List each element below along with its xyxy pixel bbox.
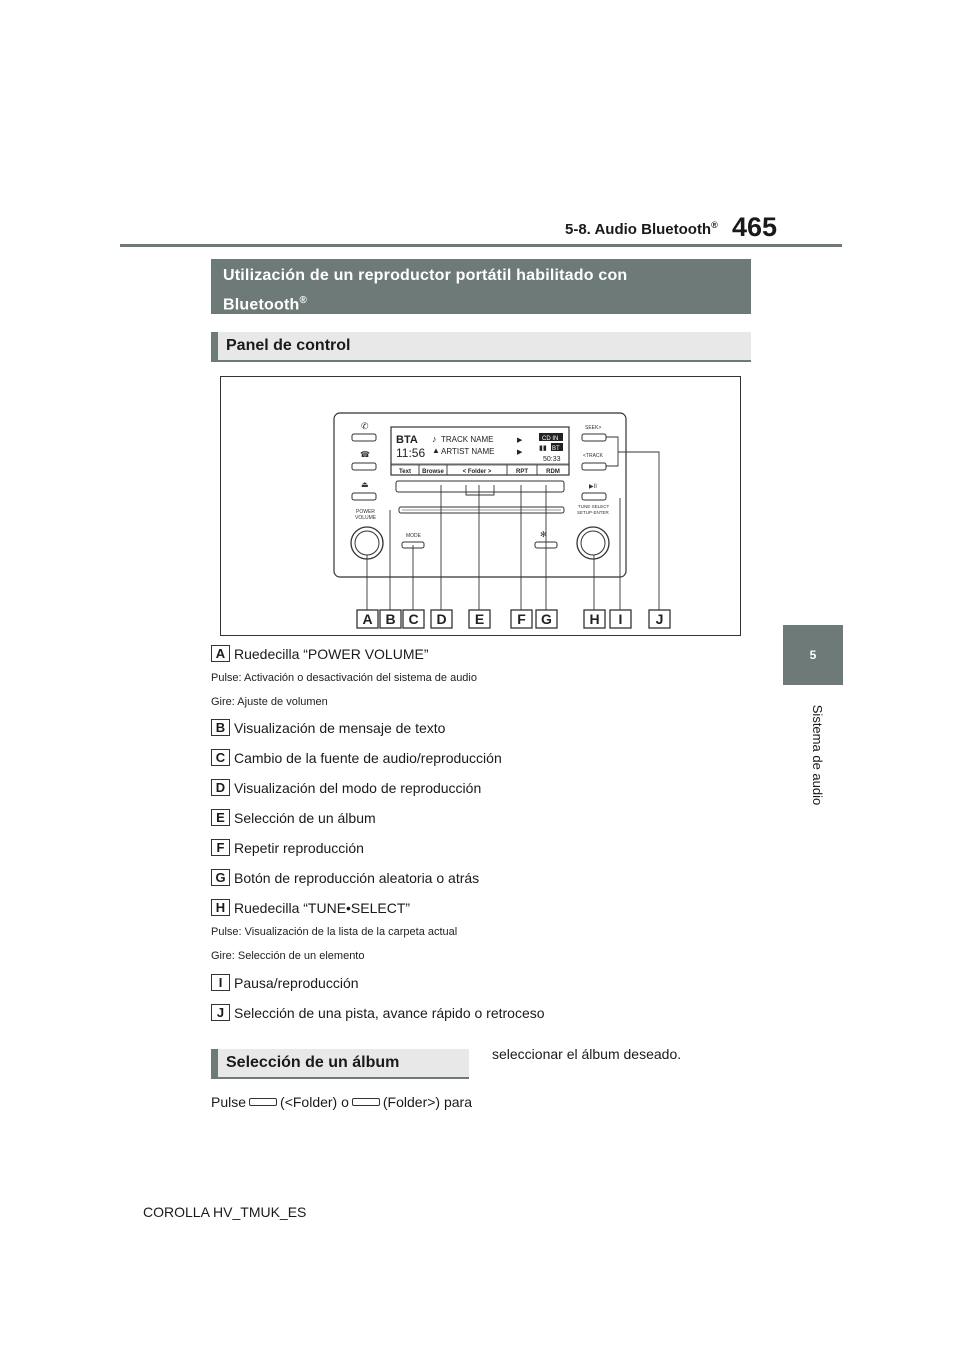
badge-cd-in-text: CD IN <box>542 436 559 442</box>
tune-label: TUNE·SELECT <box>578 504 610 509</box>
eject-icon: ⏏ <box>361 480 369 489</box>
album-instruction <box>211 1094 472 1110</box>
section-title <box>565 220 718 238</box>
tune-select-knob <box>577 527 609 559</box>
main-heading-line2 <box>223 288 739 317</box>
item-note: Gire: Selección de un elemento <box>211 950 365 962</box>
softkey-label: RDM <box>546 469 560 475</box>
hangup-button <box>352 463 376 470</box>
item-note: Gire: Ajuste de volumen <box>211 696 328 708</box>
artist-arrow-icon: ▶ <box>517 449 523 456</box>
subheading-album: Selección de un álbum <box>211 1049 469 1079</box>
button-icon <box>352 1098 380 1106</box>
fan-icon: ✻ <box>540 530 547 539</box>
list-item <box>211 839 364 856</box>
callout-letter: C <box>408 611 419 627</box>
control-panel-figure <box>220 376 741 636</box>
track-label: <TRACK <box>583 453 603 459</box>
callout-letter: H <box>589 611 600 627</box>
phone-button <box>352 434 376 441</box>
list-item <box>211 1004 545 1021</box>
main-heading-line1: Utilización de un reproductor portátil habilitado con <box>223 267 628 284</box>
seek-button <box>582 434 606 441</box>
item-note: Pulse: Activación o desactivación del sistema de audio <box>211 672 477 684</box>
display-clock: 11:56 <box>396 446 426 460</box>
mode-label: MODE <box>406 533 421 539</box>
setup-label: SETUP·ENTER <box>577 510 609 515</box>
display-artist: ARTIST NAME <box>441 447 495 456</box>
chapter-tab: 5 <box>783 625 843 685</box>
item-letter: A <box>211 645 230 662</box>
item-text: Ruedecilla “TUNE•SELECT” <box>234 899 411 916</box>
display-source: BTA <box>396 434 418 446</box>
item-note: Pulse: Visualización de la lista de la carpeta actual <box>211 926 458 938</box>
seek-label: SEEK> <box>585 425 602 431</box>
album-pulse: Pulse <box>211 1094 247 1110</box>
leader-lines <box>367 437 659 610</box>
play-pause-label: ▶II <box>589 484 597 490</box>
person-icon: ▲ <box>432 446 440 455</box>
item-text: Botón de reproducción aleatoria o atrás <box>234 869 480 886</box>
item-text: Selección de un álbum <box>234 809 376 826</box>
section-title-text: 5-8. Audio Bluetooth <box>565 221 712 238</box>
list-item <box>211 645 429 662</box>
item-letter: B <box>211 719 230 736</box>
phone-icon: ✆ <box>361 421 369 431</box>
item-letter: F <box>211 839 230 856</box>
track-arrow-icon: ▶ <box>517 437 523 444</box>
main-heading <box>211 259 751 314</box>
list-item <box>211 974 359 991</box>
power-volume-knob <box>351 527 383 559</box>
track-button <box>582 463 606 470</box>
footer-model: COROLLA HV_TMUK_ES <box>143 1204 307 1220</box>
item-text: Repetir reproducción <box>234 839 364 856</box>
signal-icon: ▮▮ <box>539 445 547 452</box>
item-letter: E <box>211 809 230 826</box>
album-folder-next: (Folder>) para <box>382 1094 472 1110</box>
item-text: Visualización del modo de reproducción <box>234 779 482 796</box>
softkey-row <box>391 465 569 475</box>
list-item <box>211 749 502 766</box>
list-item <box>211 719 445 736</box>
callout-letter: J <box>655 611 664 627</box>
registered-mark: ® <box>711 220 718 230</box>
softkey-label: Text <box>399 469 411 475</box>
softkey-label: < Folder > <box>462 469 492 475</box>
item-letter: J <box>211 1004 230 1021</box>
header-rule <box>120 244 842 247</box>
softkey-label: RPT <box>516 469 528 475</box>
item-text: Visualización de mensaje de texto <box>234 719 446 736</box>
eject-button <box>352 493 376 500</box>
softkey-label: Browse <box>422 469 444 475</box>
callout-letter: G <box>541 611 552 627</box>
page-number: 465 <box>732 212 778 242</box>
chapter-label: Sistema de audio <box>810 704 825 806</box>
item-text: Selección de una pista, avance rápido o retroceso <box>234 1004 545 1021</box>
album-text-continuation: seleccionar el álbum deseado. <box>492 1046 682 1062</box>
list-item <box>211 779 481 796</box>
display-elapsed: 50:33 <box>543 456 561 463</box>
callout-letter: D <box>436 611 447 627</box>
callout-labels <box>357 610 670 628</box>
main-heading-registered: ® <box>299 295 308 306</box>
callout-letter: F <box>517 611 526 627</box>
item-text: Cambio de la fuente de audio/reproducción <box>234 749 502 766</box>
list-item <box>211 899 410 916</box>
item-letter: C <box>211 749 230 766</box>
display-track: TRACK NAME <box>441 435 494 444</box>
callout-letter: B <box>385 611 396 627</box>
volume-label: VOLUME <box>355 515 377 521</box>
subheading-control-panel: Panel de control <box>211 332 751 362</box>
callout-letter: E <box>474 611 485 627</box>
callout-letter: I <box>618 611 623 627</box>
item-letter: D <box>211 779 230 796</box>
play-pause-button <box>582 493 606 500</box>
item-letter: G <box>211 869 230 886</box>
callout-letter: A <box>362 611 373 627</box>
main-heading-bluetooth: Bluetooth <box>223 296 300 314</box>
item-text: Pausa/reproducción <box>234 974 359 991</box>
softkey-bar <box>396 481 564 492</box>
power-label: POWER <box>356 509 375 515</box>
badge-bt-text: BT <box>552 446 560 452</box>
item-letter: H <box>211 899 230 916</box>
list-item <box>211 809 376 826</box>
list-item <box>211 869 479 886</box>
button-icon <box>249 1098 277 1106</box>
album-folder-prev: (<Folder) o <box>280 1094 349 1110</box>
music-note-icon: ♪ <box>432 434 437 444</box>
control-panel-illustration <box>221 377 740 635</box>
item-text: Ruedecilla “POWER VOLUME” <box>234 645 429 662</box>
hangup-icon: ☎ <box>360 450 370 459</box>
item-letter: I <box>211 974 230 991</box>
